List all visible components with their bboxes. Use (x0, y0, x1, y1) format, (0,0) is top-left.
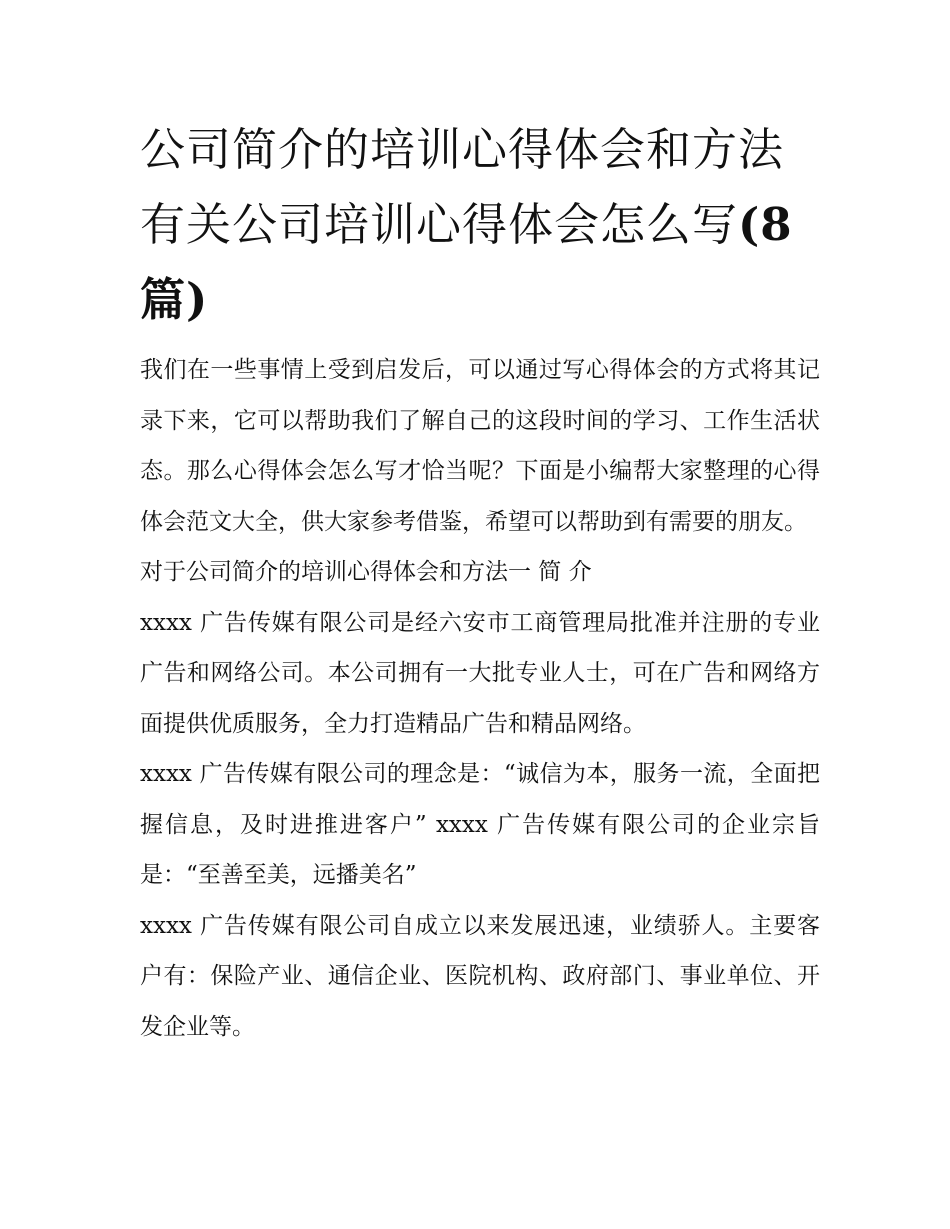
company-intro-paragraph: xxxx 广告传媒有限公司是经六安市工商管理局批准并注册的专业广告和网络公司。本公司拥有一大批专业人士，可在广告和网络方面提供优质服务，全力打造精品广告和精品网络。 (140, 609, 820, 737)
document-page (140, 112, 820, 1052)
company-clients-paragraph: xxxx 广告传媒有限公司自成立以来发展迅速，业绩骄人。主要客户有：保险产业、通信企业、医院机构、政府部门、事业单位、开发企业等。 (140, 912, 820, 1040)
title-count: (8 篇) (140, 198, 793, 326)
title-text: 公司简介的培训心得体会和方法 有关公司培训心得体会怎么写 (140, 123, 785, 251)
document-title (140, 112, 820, 337)
document-body (140, 345, 820, 1052)
section-heading: 对于公司简介的培训心得体会和方法一 简 介 (140, 559, 592, 585)
intro-paragraph: 我们在一些事情上受到启发后，可以通过写心得体会的方式将其记录下来，它可以帮助我们了解自己的这段时间的学习、工作生活状态。那么心得体会怎么写才恰当呢？下面是小编帮大家整理的心得体会范文大全，供大家参考借鉴，希望可以帮助到有需要的朋友。 (140, 357, 820, 535)
company-philosophy-paragraph: xxxx 广告传媒有限公司的理念是：“诚信为本，服务一流，全面把握信息，及时进推进客户” xxxx 广告传媒有限公司的企业宗旨是：“至善至美，远播美名” (140, 761, 820, 888)
